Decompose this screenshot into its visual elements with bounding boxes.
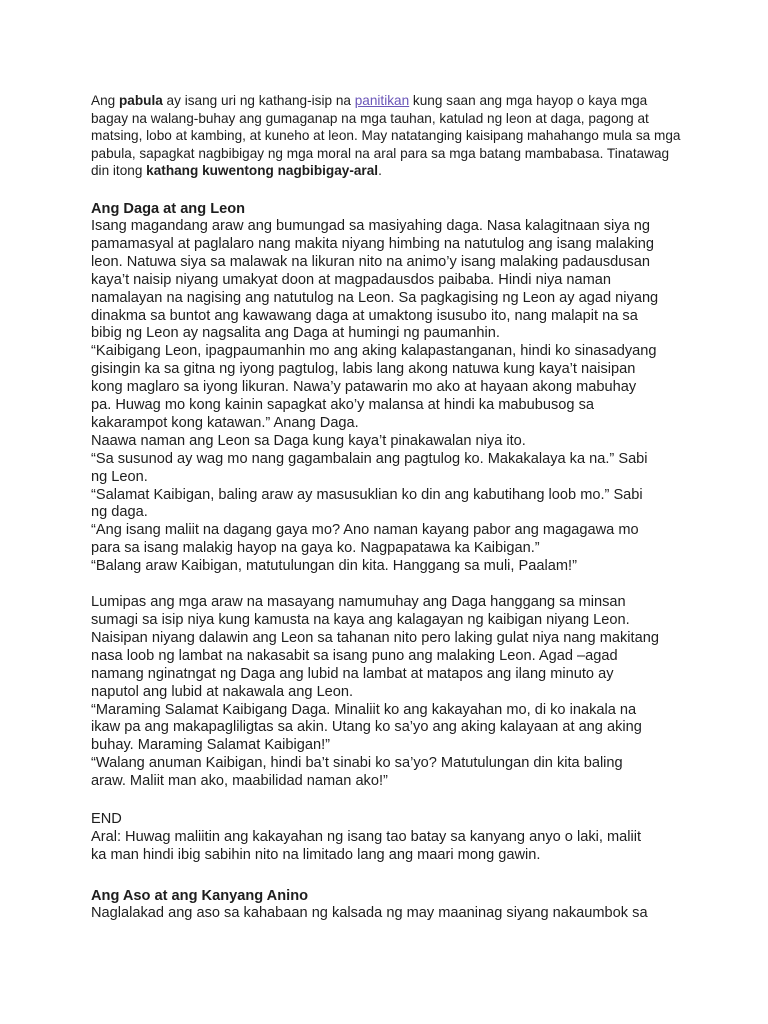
text-line: Isang magandang araw ang bumungad sa masiyahing daga. Nasa kalagitnaan siya ng (91, 217, 650, 234)
intro-paragraph (91, 92, 683, 180)
moral-paragraph (91, 829, 683, 865)
intro-text-body: kung saan ang mga hayop o kaya mga bagay na walang-buhay ang gumaganap na mga tauhan, katulad ng leon at daga, pagong at matsing, lobo at kambing, at kuneho at leon. May natatanging kaisipang mahahango mula sa mga pabula, sapagkat nagbibigay ng mga moral na aral para sa mga batang mambabasa. Tinatawag din itong (91, 93, 681, 179)
text-line: pamamasyal at paglalaro nang makita niyang himbing na natutulog ang isang malaking (91, 235, 655, 252)
text-line: ikaw pa ang makapagliligtas sa akin. Utang ko sa’yo ang aking kalayaan at ang aking (91, 719, 642, 736)
end-label: END (91, 811, 122, 828)
text-line: kong maglaro sa iyong likuran. Nawa’y patawarin mo ako at hayaan akong mabuhay (91, 379, 637, 396)
text-line: sumagi sa isip niya kung kamusta na kaya ang kalagayan ng kaibigan niyang Leon. (91, 612, 630, 628)
text-line: “Salamat Kaibigan, baling araw ay masusuklian ko din ang kabutihang loob mo.” Sabi (91, 486, 643, 503)
text-line: “Balang araw Kaibigan, matutulungan din kita. Hanggang sa muli, Paalam!” (91, 558, 577, 575)
text-line: “Maraming Salamat Kaibigang Daga. Minaliit ko ang kakayahan mo, di ko inakala na (91, 701, 637, 718)
text-line: buhay. Maraming Salamat Kaibigan!” (91, 737, 331, 754)
text-line: kakarampot kong katawan.” Anang Daga. (91, 414, 359, 431)
intro-text-start: Ang (91, 93, 119, 108)
document-page (91, 92, 683, 923)
text-line: gisingin ka sa gitna ng iyong pagtulog, labis lang akong natuwa kung kaya’t naisipan (91, 361, 636, 378)
text-line: Naglalakad ang aso sa kahabaan ng kalsada ng may maaninag siyang nakaumbok sa (91, 904, 648, 921)
text-line: “Ang isang maliit na dagang gaya mo? Ano naman kayang pabor ang magagawa mo (91, 522, 639, 539)
text-line: bibig ng Leon ay nagsalita ang Daga at humingi ng paumanhin. (91, 325, 500, 342)
story1-paragraph-2 (91, 594, 683, 791)
story2-title: Ang Aso at ang Kanyang Anino (91, 887, 309, 904)
story1-title: Ang Daga at ang Leon (91, 200, 246, 217)
text-line: “Walang anuman Kaibigan, hindi ba’t sinabi ko sa’yo? Matutulungan din kita baling (91, 755, 623, 772)
text-line: kaya’t naisip niyang umakyat doon at magpadausdos paibaba. Hindi niya naman (91, 271, 612, 288)
text-line: araw. Maliit man ako, maabilidad naman ako!” (91, 773, 388, 790)
text-line: naputol ang lubid at nakawala ang Leon. (91, 683, 354, 700)
text-line: leon. Natuwa siya sa malawak na likuran nito na animo’y isang malaking padausdusan (91, 253, 650, 270)
intro-bold-term: pabula (118, 93, 163, 108)
story1-paragraph (91, 218, 683, 576)
text-line: para sa isang malakig hayop na gaya ko. Nagpapatawa ka Kaibigan.” (91, 540, 540, 557)
intro-text-end: . (378, 163, 382, 179)
intro-bold-phrase: kathang kuwentong nagbibigay-aral (146, 163, 379, 179)
story2-paragraph (91, 905, 683, 923)
text-line: ng daga. (91, 504, 148, 521)
text-line: namalayan na nagising ang natutulog na Leon. Sa pagkagising ng Leon ay agad niyang (91, 289, 659, 306)
text-line: pa. Huwag mo kong kainin sapagkat ako’y malansa at hindi ka mabubusog sa (91, 397, 594, 414)
text-line: Naisipan niyang dalawin ang Leon sa tahanan nito pero laking gulat niya nang makitang (91, 629, 659, 646)
panitikan-link[interactable]: panitikan (354, 93, 410, 108)
text-line: Naawa naman ang Leon sa Daga kung kaya’t pinakawalan niya ito. (91, 432, 526, 449)
text-line: dinakma sa buntot ang kawawang daga at umaktong isusubo ito, nang malapit na sa (91, 307, 638, 324)
text-line: nasa loob ng lambat na nakasabit sa isang puno ang malaking Leon. Agad –agad (91, 647, 618, 664)
intro-text-mid: ay isang uri ng kathang-isip na (162, 93, 355, 108)
text-line: Lumipas ang mga araw na masayang namumuhay ang Daga hanggang sa minsan (91, 594, 626, 611)
text-line: “Sa susunod ay wag mo nang gagambalain ang pagtulog ko. Makakalaya ka na.” Sabi (91, 450, 648, 467)
text-line: ng Leon. (91, 468, 148, 485)
text-line: “Kaibigang Leon, ipagpaumanhin mo ang aking kalapastanganan, hindi ko sinasadyang (91, 343, 657, 360)
text-line: Aral: Huwag maliitin ang kakayahan ng isang tao batay sa kanyang anyo o laki, maliit (91, 828, 642, 845)
text-line: ka man hindi ibig sabihin nito na limitado lang ang maari mong gawin. (91, 846, 541, 863)
text-line: namang nginatngat ng Daga ang lubid na lambat at matapos ang ilang minuto ay (91, 665, 614, 682)
